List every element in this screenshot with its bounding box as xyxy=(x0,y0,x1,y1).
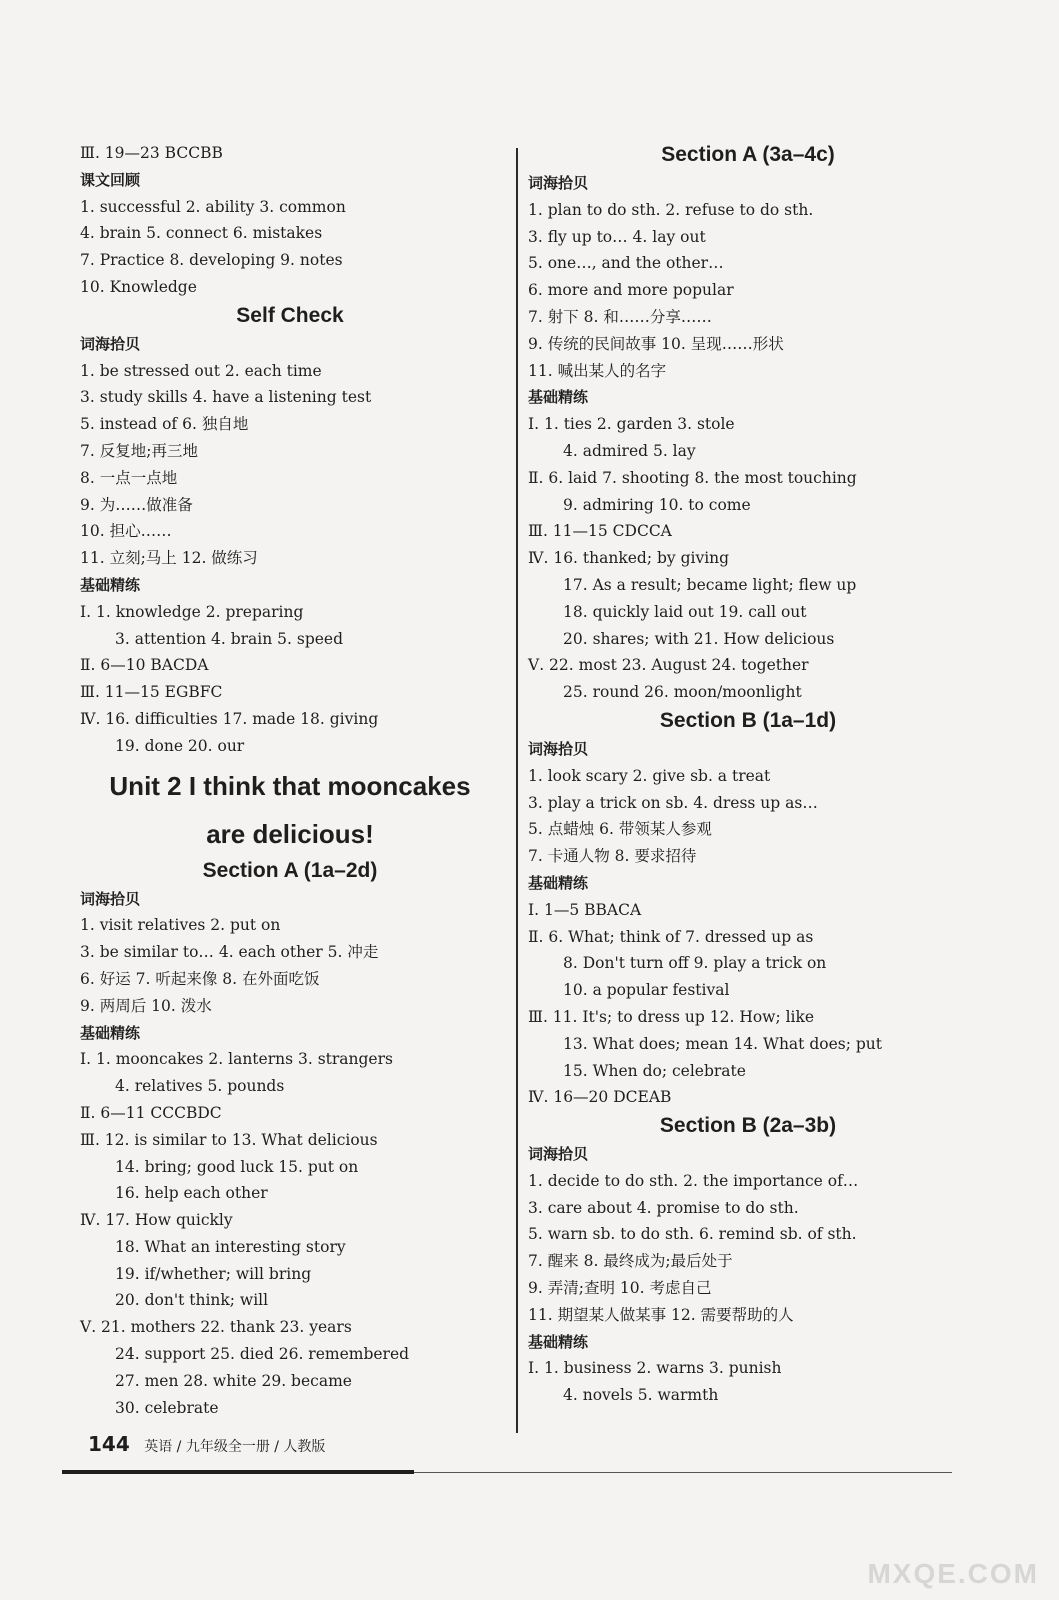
answer-line: Ⅴ. 21. mothers 22. thank 23. years xyxy=(80,1318,352,1337)
section-label: 基础精练 xyxy=(528,388,589,407)
answer-line: Ⅴ. 22. most 23. August 24. together xyxy=(528,656,809,675)
answer-line-indented: 4. admired 5. lay xyxy=(563,441,696,460)
answer-line: Ⅱ. 6—11 CCCBDC xyxy=(80,1103,222,1122)
answer-line: 10. Knowledge xyxy=(80,277,197,296)
section-label: 基础精练 xyxy=(80,575,141,594)
unit-title: are delicious! xyxy=(206,818,374,849)
answer-line: 9. 传统的民间故事 10. 呈现……形状 xyxy=(528,334,784,353)
footer-rule-thin xyxy=(414,1472,952,1473)
answer-line: 3. be similar to… 4. each other 5. 冲走 xyxy=(80,943,379,962)
answer-line: 3. study skills 4. have a listening test xyxy=(80,388,372,407)
answer-line: 11. 喊出某人的名字 xyxy=(528,361,667,380)
answer-line-indented: 4. relatives 5. pounds xyxy=(115,1077,285,1096)
answer-line: Ⅰ. 1. business 2. warns 3. punish xyxy=(528,1359,782,1378)
answer-line: Ⅲ. 11. It's; to dress up 12. How; like xyxy=(528,1007,815,1026)
book-info: 英语 / 九年级全一册 / 人教版 xyxy=(144,1439,326,1455)
section-label: 词海拾贝 xyxy=(528,739,589,758)
answer-line-indented: 15. When do; celebrate xyxy=(563,1061,746,1080)
unit-title: Unit 2 I think that mooncakes xyxy=(109,770,471,801)
section-heading: Section A (1a–2d) xyxy=(202,858,378,882)
page-number: 144 xyxy=(88,1432,130,1456)
answer-line-indented: 10. a popular festival xyxy=(563,981,730,1000)
answer-line: 7. 反复地;再三地 xyxy=(80,441,198,460)
section-heading: Section B (2a–3b) xyxy=(659,1114,837,1138)
answer-line: Ⅱ. 6. laid 7. shooting 8. the most touching xyxy=(528,468,857,487)
answer-line: 5. one…, and the other… xyxy=(528,254,724,273)
section-label: 基础精练 xyxy=(528,873,589,892)
answer-line-indented: 30. celebrate xyxy=(115,1398,219,1417)
answer-line: 1. plan to do sth. 2. refuse to do sth. xyxy=(528,200,814,219)
section-heading: Section A (3a–4c) xyxy=(661,143,835,166)
answer-line: 3. play a trick on sb. 4. dress up as… xyxy=(528,793,818,812)
answer-line: 4. brain 5. connect 6. mistakes xyxy=(80,224,323,243)
section-label: 词海拾贝 xyxy=(80,889,141,908)
answer-line-indented: 19. done 20. our xyxy=(115,736,245,755)
answer-line-indented: 24. support 25. died 26. remembered xyxy=(115,1345,410,1364)
answer-line: Ⅳ. 16. thanked; by giving xyxy=(528,549,730,568)
answer-line: 3. care about 4. promise to do sth. xyxy=(528,1198,799,1217)
answer-line: 3. fly up to… 4. lay out xyxy=(528,227,706,246)
answer-line: 1. decide to do sth. 2. the importance of… xyxy=(528,1171,859,1190)
answer-line: Ⅰ. 1. mooncakes 2. lanterns 3. strangers xyxy=(80,1050,393,1069)
answer-line: 1. successful 2. ability 3. common xyxy=(80,197,346,216)
answer-line-indented: 20. shares; with 21. How delicious xyxy=(563,629,835,648)
answer-line: 9. 为……做准备 xyxy=(80,495,193,514)
answer-line: Ⅱ. 6. What; think of 7. dressed up as xyxy=(528,927,814,946)
section-label: 词海拾贝 xyxy=(528,174,589,192)
answer-line: 11. 立刻;马上 12. 做练习 xyxy=(80,549,258,568)
answer-line: 7. Practice 8. developing 9. notes xyxy=(80,251,343,270)
section-heading: Self Check xyxy=(236,303,344,327)
answer-line-indented: 13. What does; mean 14. What does; put xyxy=(563,1034,882,1053)
answer-line: 7. 射下 8. 和……分享…… xyxy=(528,307,712,326)
answer-line-indented: 19. if/whether; will bring xyxy=(115,1264,312,1283)
answer-line-indented: 3. attention 4. brain 5. speed xyxy=(115,629,344,648)
answer-line: Ⅳ. 16—20 DCEAB xyxy=(528,1088,672,1107)
section-label: 词海拾贝 xyxy=(528,1145,589,1164)
answer-line-indented: 27. men 28. white 29. became xyxy=(115,1371,352,1390)
answer-line: 8. 一点一点地 xyxy=(80,468,178,487)
answer-line: Ⅲ. 12. is similar to 13. What delicious xyxy=(80,1130,378,1149)
column-divider xyxy=(516,148,518,1433)
page-footer xyxy=(88,1432,325,1456)
answer-line: 1. visit relatives 2. put on xyxy=(80,916,281,935)
section-heading: Section B (1a–1d) xyxy=(659,708,837,732)
answer-line: 1. look scary 2. give sb. a treat xyxy=(528,766,771,785)
answer-line: 10. 担心…… xyxy=(80,522,172,541)
answer-line: Ⅱ. 6—10 BACDA xyxy=(80,656,209,675)
answer-line: Ⅲ. 19—23 BCCBB xyxy=(80,144,223,162)
answer-line: Ⅳ. 17. How quickly xyxy=(80,1211,233,1230)
section-label: 基础精练 xyxy=(80,1023,141,1042)
footer-rule xyxy=(62,1470,414,1474)
answer-line: 6. 好运 7. 听起来像 8. 在外面吃饭 xyxy=(80,969,320,988)
answer-line: Ⅳ. 16. difficulties 17. made 18. giving xyxy=(80,709,379,728)
answer-line: Ⅲ. 11—15 CDCCA xyxy=(528,522,672,541)
watermark-logo: MXQE.COM xyxy=(867,1558,1039,1589)
answer-line-indented: 8. Don't turn off 9. play a trick on xyxy=(563,954,827,973)
section-label: 词海拾贝 xyxy=(80,334,141,353)
answer-line: 9. 两周后 10. 泼水 xyxy=(80,996,212,1015)
answer-line: 11. 期望某人做某事 12. 需要帮助的人 xyxy=(528,1305,794,1324)
answer-line-indented: 14. bring; good luck 15. put on xyxy=(115,1157,359,1176)
section-label: 基础精练 xyxy=(528,1332,589,1351)
answer-line: 5. 点蜡烛 6. 带领某人参观 xyxy=(528,820,712,839)
answer-line-indented: 18. quickly laid out 19. call out xyxy=(563,602,807,621)
answer-line: Ⅰ. 1. knowledge 2. preparing xyxy=(80,602,304,621)
answer-line: 5. instead of 6. 独自地 xyxy=(80,415,249,434)
answer-line: 1. be stressed out 2. each time xyxy=(80,361,322,380)
answer-line-indented: 16. help each other xyxy=(115,1184,268,1203)
right-column xyxy=(528,140,968,1409)
answer-line: 6. more and more popular xyxy=(528,281,734,300)
answer-line: 7. 醒来 8. 最终成为;最后处于 xyxy=(528,1252,733,1271)
answer-line: Ⅲ. 11—15 EGBFC xyxy=(80,683,223,702)
section-label: 课文回顾 xyxy=(80,170,141,189)
answer-line: Ⅰ. 1. ties 2. garden 3. stole xyxy=(528,415,735,434)
answer-line-indented: 18. What an interesting story xyxy=(115,1237,346,1256)
answer-line-indented: 9. admiring 10. to come xyxy=(563,495,751,514)
answer-line-indented: 25. round 26. moon/moonlight xyxy=(563,683,802,702)
answer-line: 5. warn sb. to do sth. 6. remind sb. of sth. xyxy=(528,1225,857,1244)
answer-line-indented: 17. As a result; became light; flew up xyxy=(563,575,857,594)
left-column xyxy=(80,140,500,1421)
answer-line-indented: 20. don't think; will xyxy=(115,1291,269,1310)
answer-line: 9. 弄清;查明 10. 考虑自己 xyxy=(528,1279,712,1298)
answer-line: Ⅰ. 1—5 BBACA xyxy=(528,900,642,919)
answer-line-indented: 4. novels 5. warmth xyxy=(563,1386,719,1405)
answer-line: 7. 卡通人物 8. 要求招待 xyxy=(528,847,697,866)
